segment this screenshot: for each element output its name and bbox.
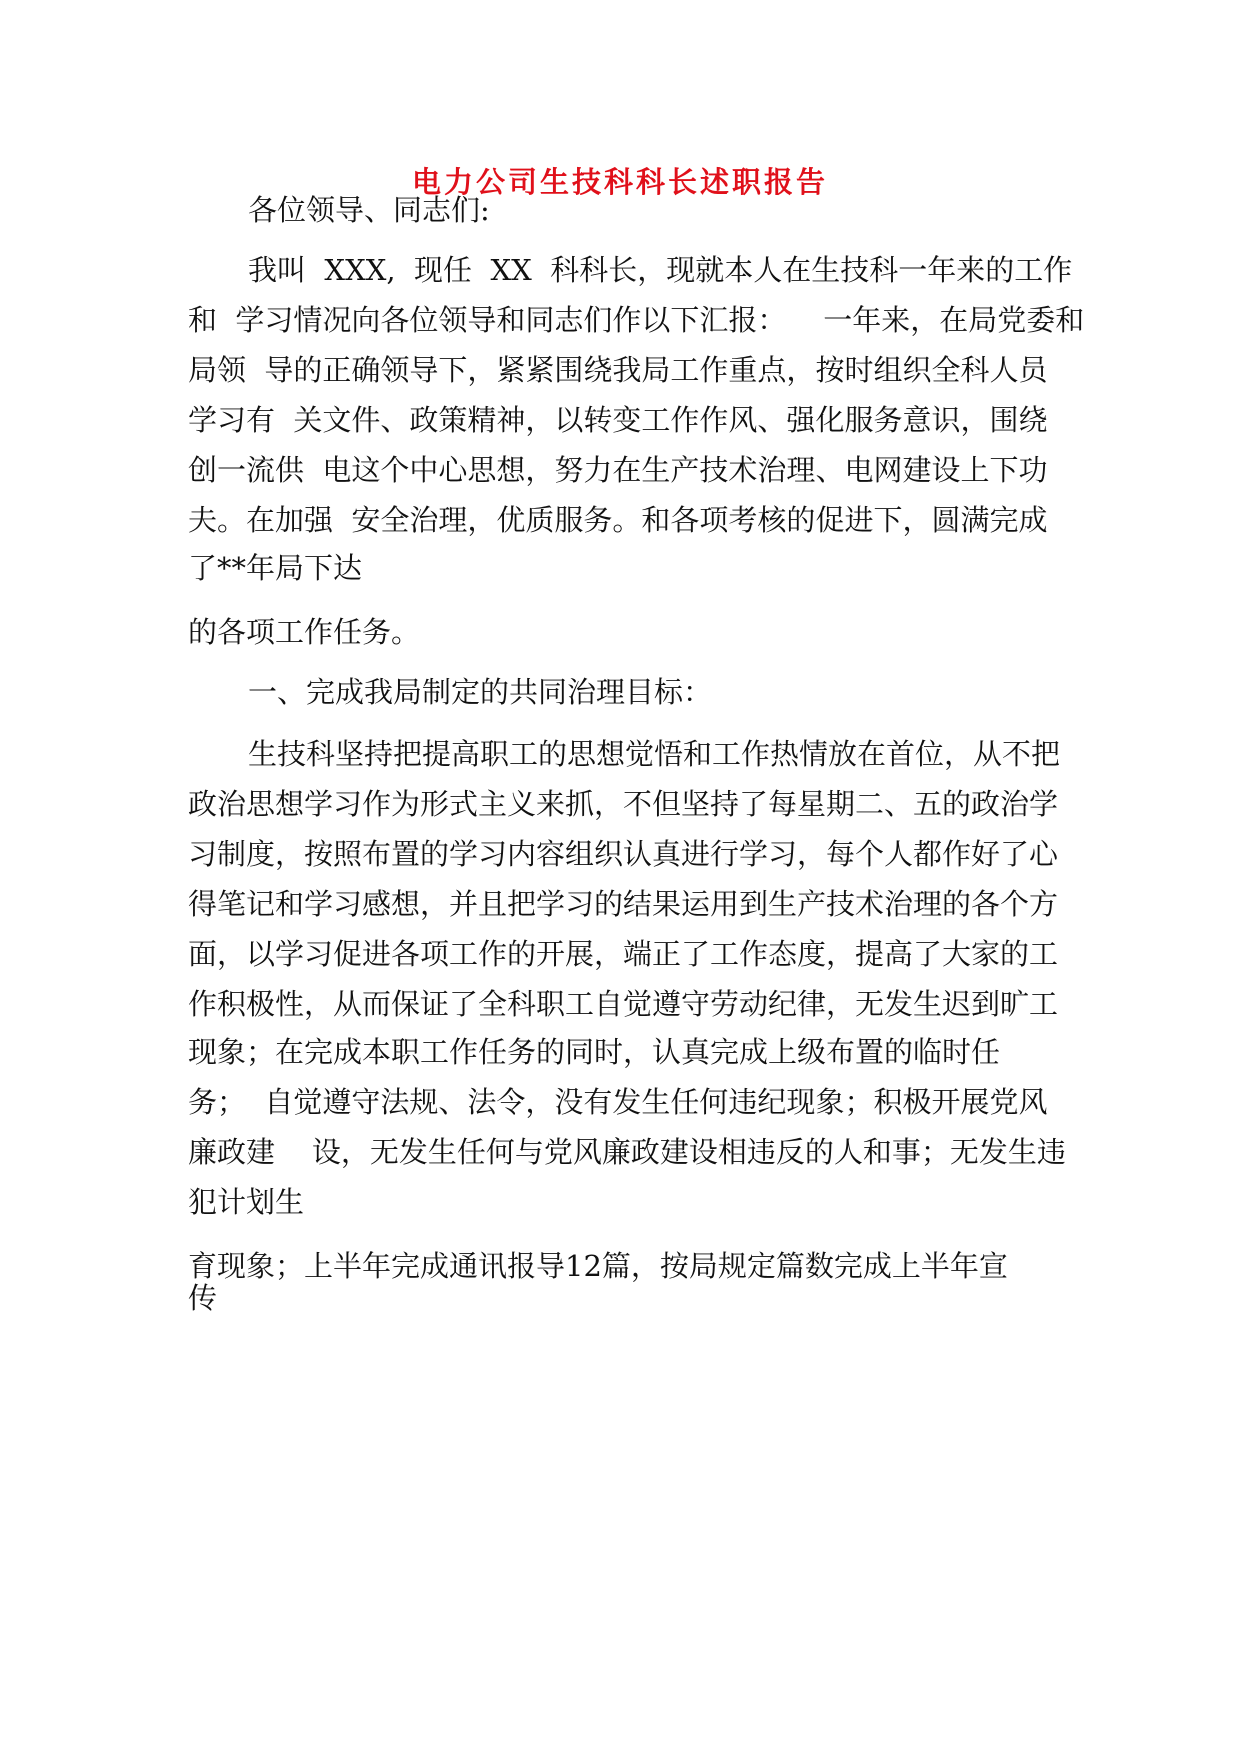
paragraph-line: 面，以学习促进各项工作的开展，端正了工作态度，提高了大家的工 — [188, 937, 1059, 971]
paragraph-line: 习制度，按照布置的学习内容组织认真进行学习，每个人都作好了心 — [188, 837, 1059, 871]
paragraph-line: 犯计划生 — [188, 1185, 305, 1219]
paragraph-line: 夫。在加强 安全治理，优质服务。和各项考核的促进下，圆满完成 — [188, 503, 1048, 537]
paragraph-line: 育现象；上半年完成通讯报导12篇，按局规定篇数完成上半年宣 — [188, 1249, 1008, 1283]
paragraph-line: 作积极性，从而保证了全科职工自觉遵守劳动纪律，无发生迟到旷工 — [188, 987, 1059, 1021]
paragraph-line: 廉政建 设，无发生任何与党风廉政建设相违反的人和事；无发生违 — [188, 1135, 1066, 1169]
paragraph-line: 现象；在完成本职工作任务的同时，认真完成上级布置的临时任 — [188, 1035, 1001, 1069]
paragraph-line: 的各项工作任务。 — [188, 615, 421, 649]
paragraph-line: 政治思想学习作为形式主义来抓，不但坚持了每星期二、五的政治学 — [188, 787, 1059, 821]
salutation: 各位领导、同志们: — [248, 193, 490, 227]
paragraph-line: 局领 导的正确领导下，紧紧围绕我局工作重点，按时组织全科人员 — [188, 353, 1048, 387]
paragraph-line: 创一流供 电这个中心思想，努力在生产技术治理、电网建设上下功 — [188, 453, 1048, 487]
paragraph-line: 传 — [188, 1281, 218, 1315]
paragraph-line: 了**年局下达 — [188, 551, 363, 585]
paragraph-line: 务； 自觉遵守法规、法令，没有发生任何违纪现象；积极开展党风 — [188, 1085, 1048, 1119]
document-title: 电力公司生技科科长述职报告 — [411, 165, 828, 199]
section-heading: 一、完成我局制定的共同治理目标： — [248, 675, 713, 709]
paragraph-line: 生技科坚持把提高职工的思想觉悟和工作热情放在首位，从不把 — [248, 737, 1061, 771]
paragraph-line: 学习有 关文件、政策精神，以转变工作作风、强化服务意识，围绕 — [188, 403, 1048, 437]
paragraph-line: 我叫 XXX, 现任 XX 科科长，现就本人在生技科一年来的工作 — [248, 253, 1073, 287]
paragraph-line: 得笔记和学习感想，并且把学习的结果运用到生产技术治理的各个方 — [188, 887, 1059, 921]
paragraph-line: 和 学习情况向各位领导和同志们作以下汇报： 一年来，在局党委和 — [188, 303, 1085, 337]
